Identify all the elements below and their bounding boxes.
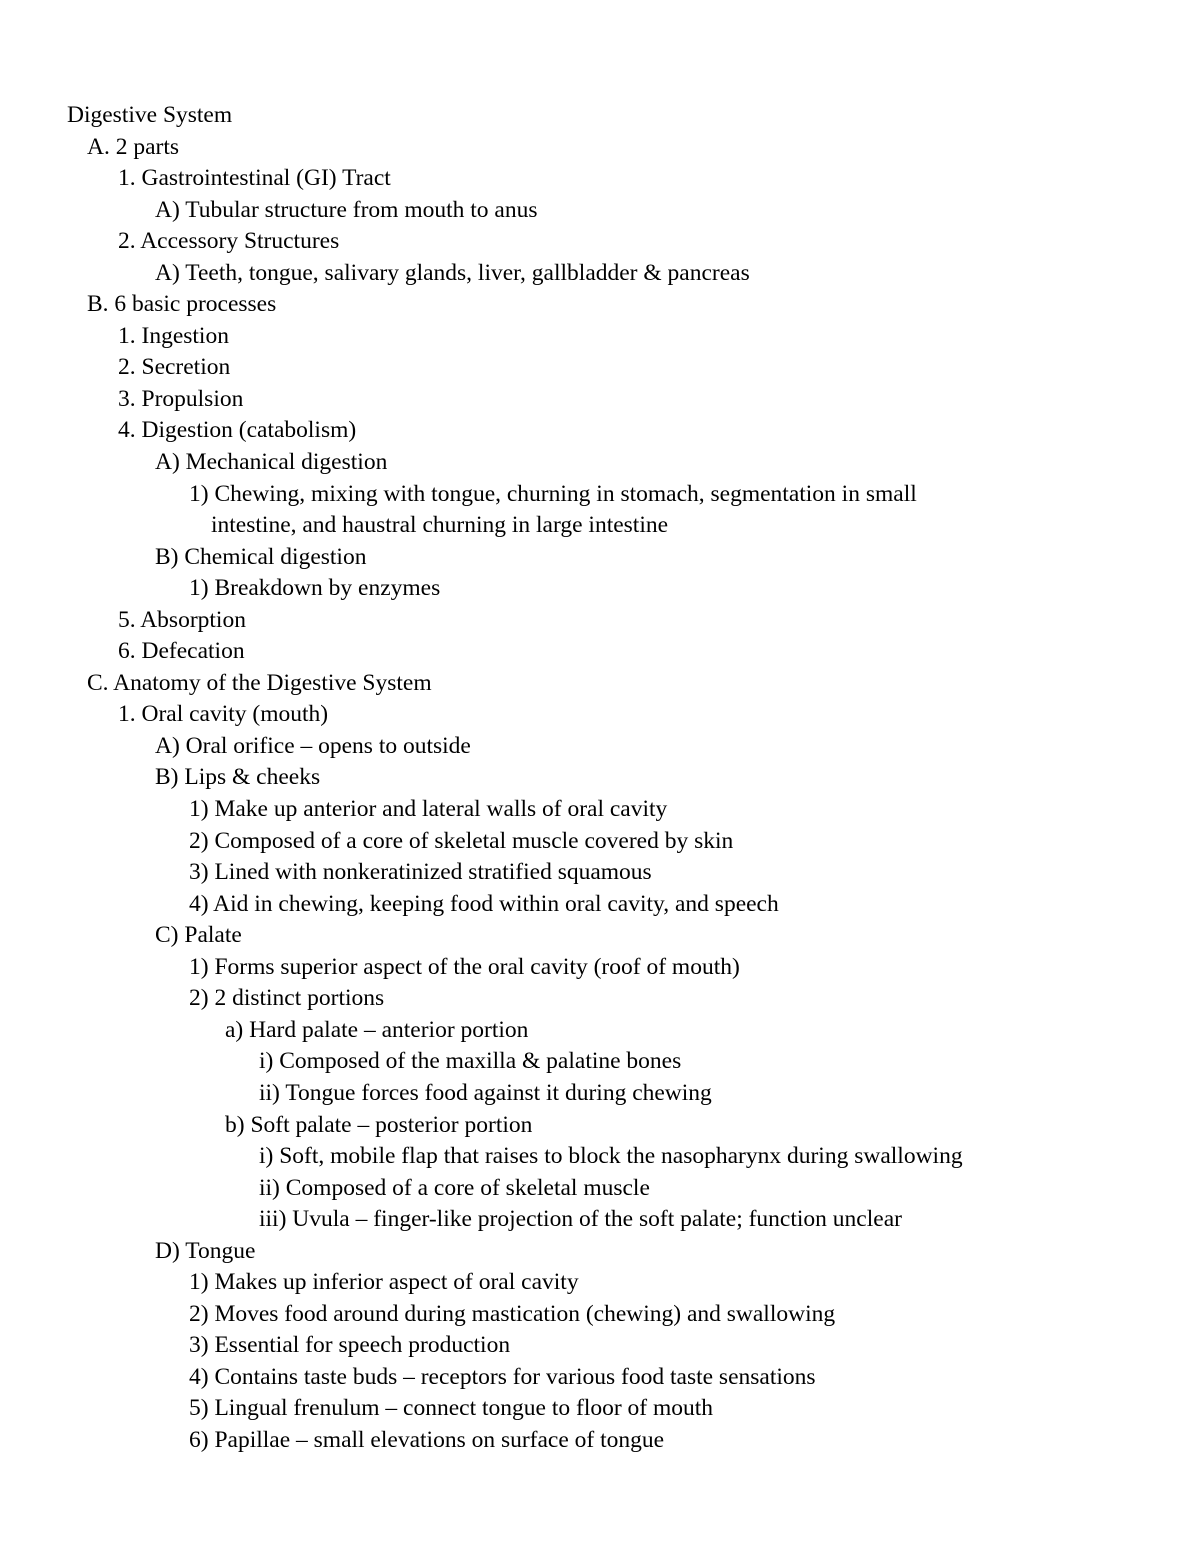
outline	[0, 100, 1200, 1457]
outline-item-text: C. Anatomy of the Digestive System	[87, 669, 432, 696]
outline-item-text: 1. Ingestion	[118, 322, 229, 349]
outline-item-text: 1) Makes up inferior aspect of oral cavity	[189, 1269, 579, 1296]
outline-item	[0, 132, 1200, 164]
outline-items	[0, 132, 1200, 1457]
outline-item-text: B) Chemical digestion	[155, 543, 367, 570]
outline-item-text: A. 2 parts	[87, 133, 180, 160]
outline-item-text: A) Teeth, tongue, salivary glands, liver, gallbladder & pancreas	[155, 259, 750, 286]
outline-item-text: i) Soft, mobile flap that raises to block the nasopharynx during swallowing	[259, 1143, 963, 1170]
outline-item	[0, 1362, 1200, 1394]
outline-item	[0, 952, 1200, 984]
outline-item-text: 1. Oral cavity (mouth)	[118, 701, 329, 728]
outline-item	[0, 1330, 1200, 1362]
outline-item-text: 4) Contains taste buds – receptors for various food taste sensations	[189, 1363, 816, 1390]
outline-item	[0, 289, 1200, 321]
outline-item-text: 1) Chewing, mixing with tongue, churning in stomach, segmentation in small	[189, 480, 917, 507]
outline-item-text: ii) Tongue forces food against it during chewing	[259, 1079, 712, 1106]
outline-item	[0, 195, 1200, 227]
outline-item-text: B. 6 basic processes	[87, 291, 277, 318]
outline-item	[0, 1046, 1200, 1078]
outline-item-text: 1) Forms superior aspect of the oral cavity (roof of mouth)	[189, 953, 740, 980]
outline-item	[0, 384, 1200, 416]
outline-item	[0, 321, 1200, 353]
outline-item	[0, 415, 1200, 447]
outline-item	[0, 1015, 1200, 1047]
outline-item-text: D) Tongue	[155, 1237, 256, 1264]
outline-item-text: A) Oral orifice – opens to outside	[155, 732, 471, 759]
outline-item-text: 3) Lined with nonkeratinized stratified squamous	[189, 859, 652, 886]
outline-item	[0, 668, 1200, 700]
outline-item-text: 2) Moves food around during mastication (chewing) and swallowing	[189, 1300, 836, 1327]
outline-item-text: C) Palate	[155, 922, 242, 949]
outline-item	[0, 920, 1200, 952]
outline-item	[0, 1425, 1200, 1457]
outline-item-text: 6. Defecation	[118, 638, 245, 665]
outline-item	[0, 479, 1200, 542]
document-title	[0, 100, 1200, 132]
outline-item-text: i) Composed of the maxilla & palatine bones	[259, 1048, 682, 1075]
outline-item	[0, 1078, 1200, 1110]
outline-item	[0, 1110, 1200, 1142]
outline-item-text: iii) Uvula – finger-like projection of the soft palate; function unclear	[259, 1206, 902, 1233]
outline-item-text: A) Mechanical digestion	[155, 449, 388, 476]
outline-item-text: 5) Lingual frenulum – connect tongue to floor of mouth	[189, 1395, 714, 1422]
outline-item	[0, 983, 1200, 1015]
outline-item-text: 2. Secretion	[118, 354, 231, 381]
outline-item-text: 3. Propulsion	[118, 385, 244, 412]
outline-item	[0, 1267, 1200, 1299]
outline-item	[0, 762, 1200, 794]
outline-item-text: b) Soft palate – posterior portion	[225, 1111, 533, 1138]
outline-item-text: 2. Accessory Structures	[118, 228, 340, 255]
outline-item	[0, 889, 1200, 921]
outline-item	[0, 573, 1200, 605]
outline-item	[0, 699, 1200, 731]
outline-item-text: a) Hard palate – anterior portion	[225, 1016, 529, 1043]
outline-item	[0, 1204, 1200, 1236]
outline-item	[0, 794, 1200, 826]
outline-item-text: 4) Aid in chewing, keeping food within oral cavity, and speech	[189, 890, 779, 917]
outline-item	[0, 636, 1200, 668]
outline-item	[0, 1236, 1200, 1268]
outline-item-text: 5. Absorption	[118, 606, 246, 633]
outline-item-text: 2) 2 distinct portions	[189, 985, 385, 1012]
outline-item-text: 1) Make up anterior and lateral walls of oral cavity	[189, 796, 668, 823]
outline-item-text: B) Lips & cheeks	[155, 764, 321, 791]
outline-item	[0, 1173, 1200, 1205]
document-title-text: Digestive System	[67, 102, 233, 128]
outline-item	[0, 1393, 1200, 1425]
outline-item	[0, 1141, 1200, 1173]
outline-item	[0, 447, 1200, 479]
outline-item	[0, 605, 1200, 637]
outline-item	[0, 542, 1200, 574]
outline-item	[0, 226, 1200, 258]
outline-item	[0, 857, 1200, 889]
outline-item	[0, 258, 1200, 290]
outline-item-continuation: intestine, and haustral churning in large intestine	[211, 512, 669, 539]
outline-item-text: 2) Composed of a core of skeletal muscle covered by skin	[189, 827, 734, 854]
outline-item	[0, 731, 1200, 763]
outline-item-text: A) Tubular structure from mouth to anus	[155, 196, 538, 223]
outline-item-text: ii) Composed of a core of skeletal muscle	[259, 1174, 650, 1201]
outline-item-text: 4. Digestion (catabolism)	[118, 417, 357, 444]
outline-item	[0, 352, 1200, 384]
outline-item	[0, 826, 1200, 858]
outline-item	[0, 163, 1200, 195]
outline-item-text: 3) Essential for speech production	[189, 1332, 511, 1359]
outline-item-text: 1) Breakdown by enzymes	[189, 575, 441, 602]
outline-item-text: 1. Gastrointestinal (GI) Tract	[118, 165, 391, 192]
outline-item-text: 6) Papillae – small elevations on surface of tongue	[189, 1426, 665, 1453]
outline-item	[0, 1299, 1200, 1331]
